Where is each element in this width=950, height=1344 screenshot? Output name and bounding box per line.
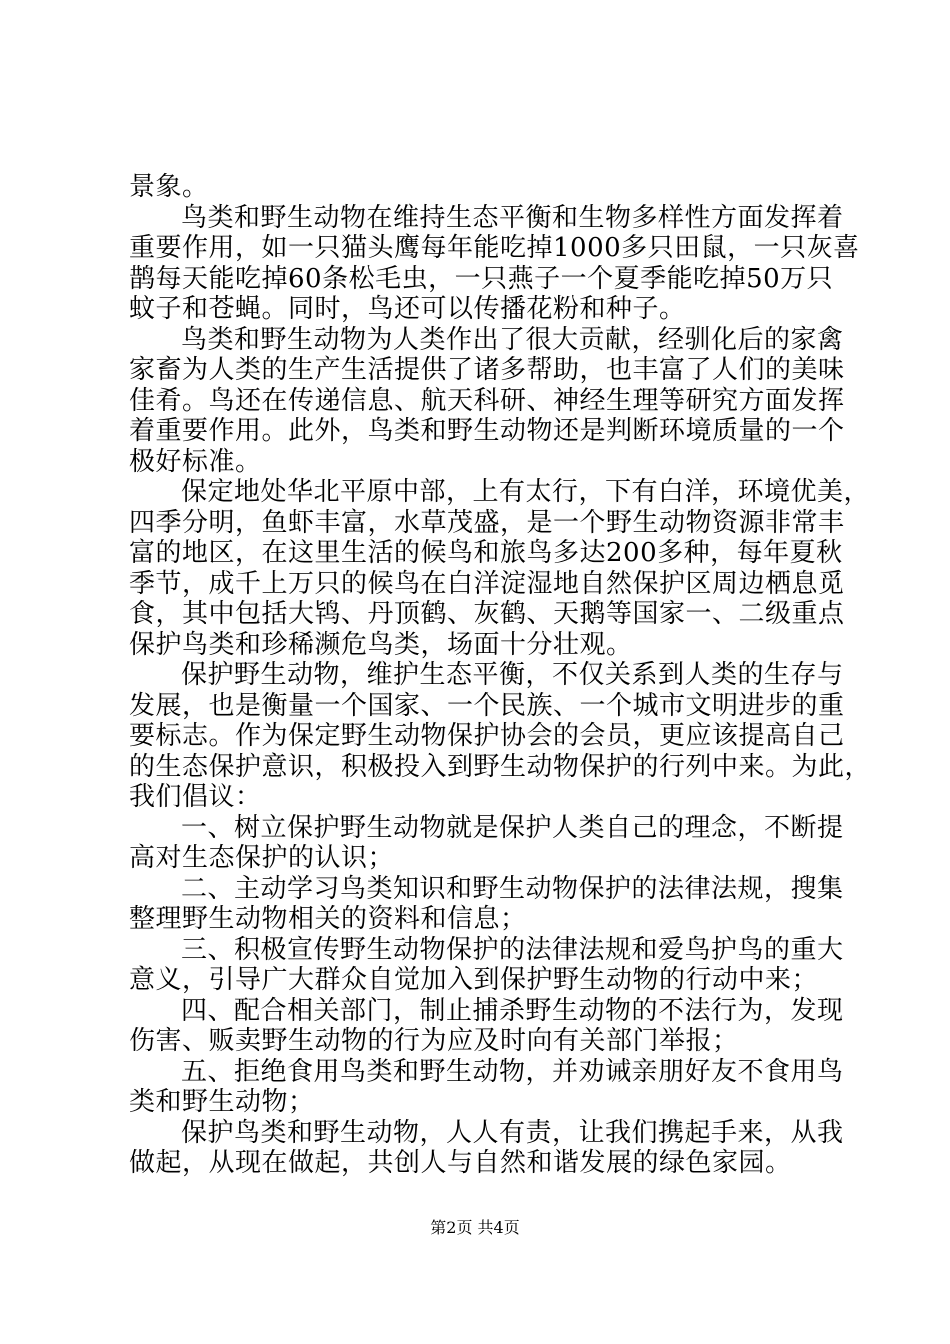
paragraph-start-line: 鸟类和野生动物在维持生态平衡和生物多样性方面发挥着 xyxy=(181,202,844,233)
text-line: 的生态保护意识，积极投入到野生动物保护的行列中来。为此， xyxy=(129,751,872,782)
text-line: 季节，成千上万只的候鸟在白洋淀湿地自然保护区周边栖息觅 xyxy=(129,568,845,599)
text-line: 食，其中包括大鸨、丹顶鹤、灰鹤、天鹅等国家一、二级重点 xyxy=(129,599,845,629)
paragraph-start-line: 四、配合相关部门，制止捕杀野生动物的不法行为，发现 xyxy=(181,995,844,1026)
paragraph-start-line: 鸟类和野生动物为人类作出了很大贡献，经驯化后的家禽 xyxy=(181,324,844,355)
text-line: 重要作用，如一只猫头鹰每年能吃掉1000多只田鼠，一只灰喜 xyxy=(129,233,860,263)
text-line: 佳肴。鸟还在传递信息、航天科研、神经生理等研究方面发挥 xyxy=(129,385,845,416)
paragraph-start-line: 五、拒绝食用鸟类和野生动物，并劝诫亲朋好友不食用鸟 xyxy=(181,1056,844,1087)
text-line: 意义，引导广大群众自觉加入到保护野生动物的行动中来； xyxy=(129,965,819,995)
paragraph-start-line: 保定地处华北平原中部，上有太行，下有白洋，环境优美， xyxy=(181,477,871,507)
paragraph-start-line: 保护鸟类和野生动物，人人有责，让我们携起手来，从我 xyxy=(181,1117,844,1148)
text-line: 整理野生动物相关的资料和信息； xyxy=(129,904,527,934)
text-line: 家畜为人类的生产生活提供了诸多帮助，也丰富了人们的美味 xyxy=(129,355,845,385)
text-line: 发展，也是衡量一个国家、一个民族、一个城市文明进步的重 xyxy=(129,690,845,721)
text-line: 保护鸟类和珍稀濒危鸟类，场面十分壮观。 xyxy=(129,629,633,660)
text-line: 四季分明，鱼虾丰富，水草茂盛，是一个野生动物资源非常丰 xyxy=(129,507,845,538)
text-line: 着重要作用。此外，鸟类和野生动物还是判断环境质量的一个 xyxy=(129,416,845,446)
paragraph-start-line: 一、树立保护野生动物就是保护人类自己的理念，不断提 xyxy=(181,812,844,843)
paragraph-start-line: 二、主动学习鸟类知识和野生动物保护的法律法规，搜集 xyxy=(181,873,844,904)
text-line: 蚊子和苍蝇。同时，鸟还可以传播花粉和种子。 xyxy=(129,294,686,324)
text-line: 极好标准。 xyxy=(129,446,262,477)
text-line: 要标志。作为保定野生动物保护协会的会员，更应该提高自己 xyxy=(129,721,845,751)
text-line: 类和野生动物； xyxy=(129,1087,315,1117)
text-line: 伤害、贩卖野生动物的行为应及时向有关部门举报； xyxy=(129,1026,739,1056)
text-line: 景象。 xyxy=(129,172,209,202)
text-line: 做起，从现在做起，共创人与自然和谐发展的绿色家园。 xyxy=(129,1148,792,1178)
page-footer: 第2页 共4页 xyxy=(430,1218,520,1237)
text-line: 高对生态保护的认识； xyxy=(129,843,395,873)
paragraph-start-line: 保护野生动物，维护生态平衡，不仅关系到人类的生存与 xyxy=(181,660,844,690)
text-line: 鹊每天能吃掉60条松毛虫，一只燕子一个夏季能吃掉50万只 xyxy=(129,263,834,294)
text-line: 我们倡议： xyxy=(129,782,262,812)
paragraph-start-line: 三、积极宣传野生动物保护的法律法规和爱鸟护鸟的重大 xyxy=(181,934,844,965)
text-line: 富的地区，在这里生活的候鸟和旅鸟多达200多种，每年夏秋 xyxy=(129,538,843,568)
